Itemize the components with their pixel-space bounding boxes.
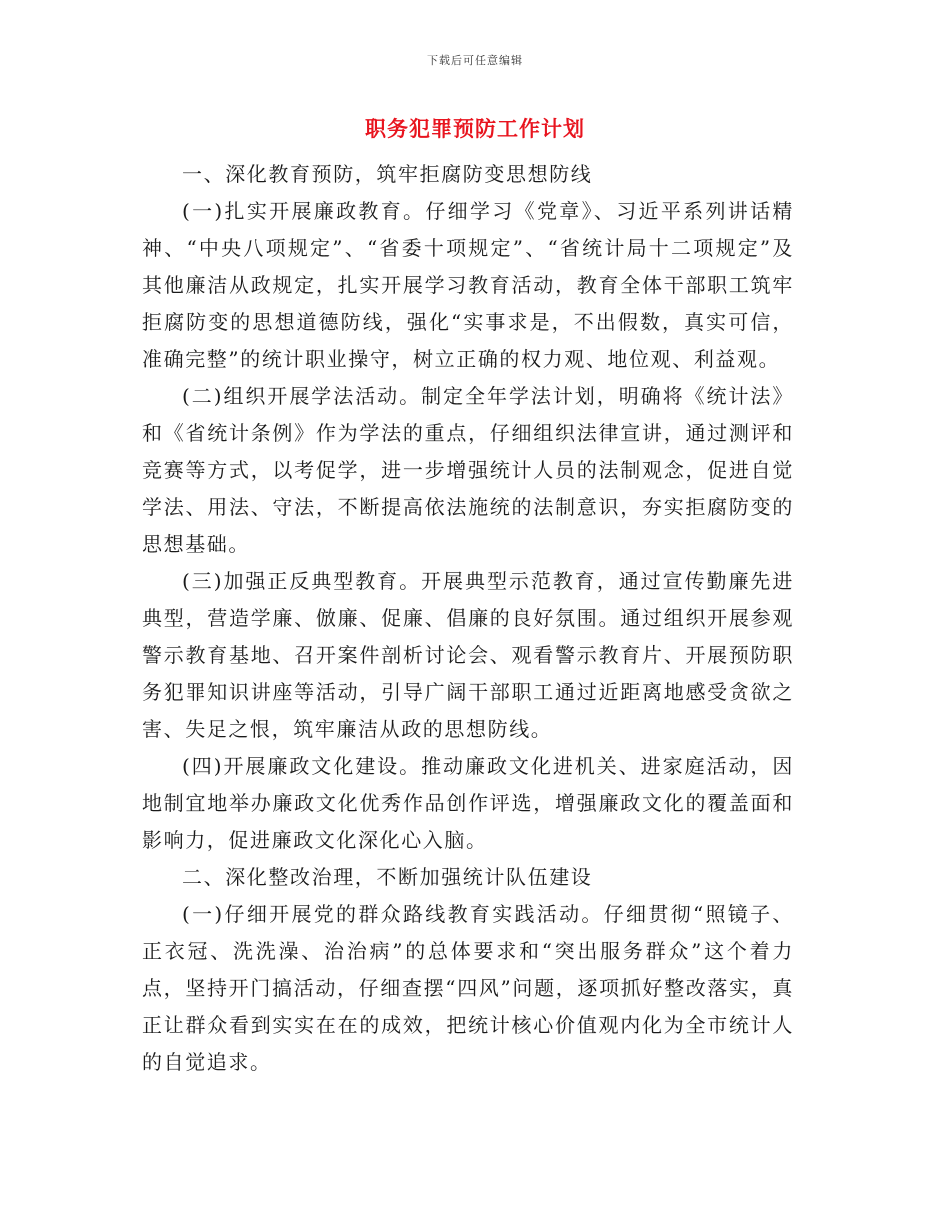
paragraph-1-4: (四)开展廉政文化建设。推动廉政文化进机关、进家庭活动，因地制宜地举办廉政文化优秀作品创作评选，增强廉政文化的覆盖面和影响力，促进廉政文化深化心入脑。 xyxy=(142,754,794,852)
header-note: 下载后可任意编辑 xyxy=(427,54,523,67)
paragraph-2-1: (一)仔细开展党的群众路线教育实践活动。仔细贯彻“照镜子、正衣冠、洗洗澡、治治病”的总体要求和“突出服务群众”这个着力点，坚持开门搞活动，仔细查摆“四风”问题，逐项抓好整改落实，真正让群众看到实实在在的成效，把统计核心价值观内化为全市统计人的自觉追求。 xyxy=(142,902,794,1074)
paragraph-1-2: (二)组织开展学法活动。制定全年学法计划，明确将《统计法》和《省统计条例》作为学法的重点，仔细组织法律宣讲，通过测评和竞赛等方式，以考促学，进一步增强统计人员的法制观念，促进自觉学法、用法、守法，不断提高依法施统的法制意识，夯实拒腐防变的思想基础。 xyxy=(142,384,794,556)
section-heading-2: 二、深化整改治理，不断加强统计队伍建设 xyxy=(182,865,593,889)
paragraph-1-1: (一)扎实开展廉政教育。仔细学习《党章》、习近平系列讲话精神、“中央八项规定”、“省委十项规定”、“省统计局十二项规定”及其他廉洁从政规定，扎实开展学习教育活动，教育全体干部职工筑牢拒腐防变的思想道德防线，强化“实事求是，不出假数，真实可信，准确完整”的统计职业操守，树立正确的权力观、地位观、利益观。 xyxy=(142,199,794,371)
section-heading-1: 一、深化教育预防，筑牢拒腐防变思想防线 xyxy=(182,162,593,186)
document-body xyxy=(142,156,794,1081)
paragraph-1-3: (三)加强正反典型教育。开展典型示范教育，通过宣传勤廉先进典型，营造学廉、倣廉、促廉、倡廉的良好氛围。通过组织开展参观警示教育基地、召开案件剖析讨论会、观看警示教育片、开展预防职务犯罪知识讲座等活动，引导广阔干部职工通过近距离地感受贪欲之害、失足之恨，筑牢廉洁从政的思想防线。 xyxy=(142,569,794,741)
document-title: 职务犯罪预防工作计划 xyxy=(365,116,585,141)
